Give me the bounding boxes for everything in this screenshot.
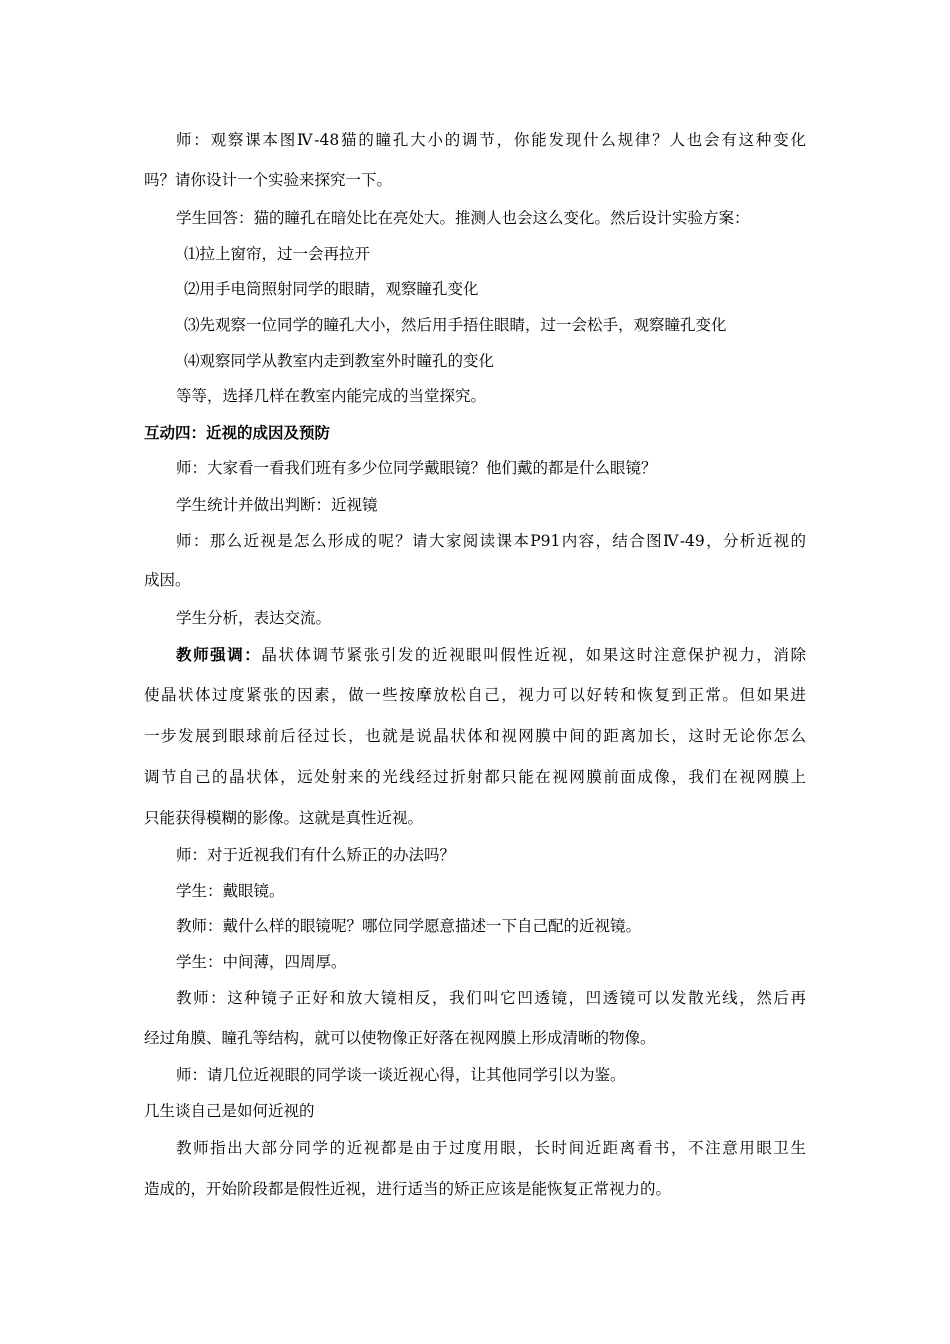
emphasis-text: 晶状体调节紧张引发的近视眼叫假性近视，如果这时注意保护视力，消除 <box>261 646 806 664</box>
paragraph-teacher-question-line-1: 师：观察课本图Ⅳ-48猫的瞳孔大小的调节，你能发现什么规律？人也会有这种变化 <box>176 131 806 149</box>
paragraph-students-share: 几生谈自己是如何近视的 <box>144 1102 315 1120</box>
paragraph-emphasis-line-4: 调节自己的晶状体，远处射来的光线经过折射都只能在视网膜前面成像，我们在视网膜上 <box>144 768 806 786</box>
paragraph-emphasis-line-5: 只能获得模糊的影像。这就是真性近视。 <box>144 809 424 827</box>
paragraph-emphasis-line-2: 使晶状体过度紧张的因素，做一些按摩放松自己，视力可以好转和恢复到正常。但如果进 <box>144 686 806 704</box>
paragraph-teacher-correction: 师：对于近视我们有什么矫正的办法吗？ <box>176 846 456 864</box>
paragraph-teacher-share: 师：请几位近视眼的同学谈一谈近视心得，让其他同学引以为鉴。 <box>176 1066 626 1084</box>
paragraph-teacher-glasses: 师：大家看一看我们班有多少位同学戴眼镜？他们戴的都是什么眼镜？ <box>176 459 657 477</box>
list-item-4: ⑷观察同学从教室内走到教室外时瞳孔的变化 <box>184 352 495 370</box>
paragraph-teacher-question-line-2: 吗？请你设计一个实验来探究一下。 <box>144 171 393 189</box>
paragraph-student-describe: 学生：中间薄，四周厚。 <box>176 953 347 971</box>
section-heading: 互动四：近视的成因及预防 <box>144 424 331 442</box>
paragraph-teacher-lens-line-2: 经过角膜、瞳孔等结构，就可以使物像正好落在视网膜上形成清晰的物像。 <box>144 1029 656 1047</box>
paragraph-student-stats: 学生统计并做出判断：近视镜 <box>176 496 378 514</box>
paragraph-teacher-lens-line-1: 教师：这种镜子正好和放大镜相反，我们叫它凹透镜，凹透镜可以发散光线，然后再 <box>176 989 806 1007</box>
paragraph-teacher-cause-line-2: 成因。 <box>144 571 191 589</box>
paragraph-student-glasses: 学生：戴眼镜。 <box>176 882 285 900</box>
paragraph-teacher-summary-line-1: 教师指出大部分同学的近视都是由于过度用眼，长时间近距离看书，不注意用眼卫生 <box>176 1139 806 1157</box>
paragraph-teacher-describe: 教师：戴什么样的眼镜呢？哪位同学愿意描述一下自己配的近视镜。 <box>176 917 642 935</box>
emphasis-label: 教师强调： <box>176 646 262 664</box>
list-item-1: ⑴拉上窗帘，过一会再拉开 <box>184 245 371 263</box>
list-item-3: ⑶先观察一位同学的瞳孔大小，然后用手捂住眼睛，过一会松手，观察瞳孔变化 <box>184 316 727 334</box>
paragraph-teacher-cause-line-1: 师：那么近视是怎么形成的呢？请大家阅读课本P91内容，结合图Ⅳ-49，分析近视的 <box>176 532 806 550</box>
paragraph-student-analysis: 学生分析，表达交流。 <box>176 609 332 627</box>
paragraph-emphasis-line-3: 一步发展到眼球前后径过长，也就是说晶状体和视网膜中间的距离加长，这时无论你怎么 <box>144 727 806 745</box>
paragraph-etc: 等等，选择几样在教室内能完成的当堂探究。 <box>176 387 487 405</box>
paragraph-student-answer: 学生回答：猫的瞳孔在暗处比在亮处大。推测人也会这么变化。然后设计实验方案： <box>176 209 750 227</box>
list-item-2: ⑵用手电筒照射同学的眼睛，观察瞳孔变化 <box>184 280 479 298</box>
paragraph-emphasis-line-1 <box>176 643 806 665</box>
paragraph-teacher-summary-line-2: 造成的，开始阶段都是假性近视，进行适当的矫正应该是能恢复正常视力的。 <box>144 1180 672 1198</box>
